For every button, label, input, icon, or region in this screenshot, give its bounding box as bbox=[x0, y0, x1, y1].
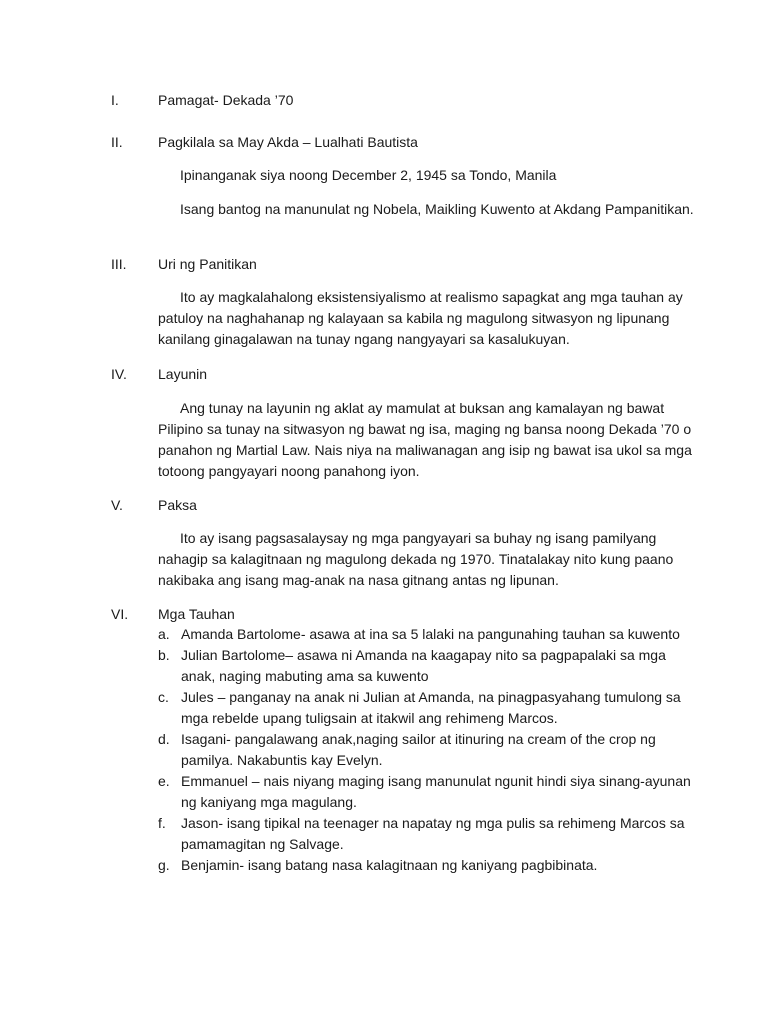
section-heading-genre: Uri ng Panitikan bbox=[158, 256, 257, 272]
list-letter: g. bbox=[158, 857, 170, 873]
list-letter: b. bbox=[158, 647, 170, 663]
section-numeral: I. bbox=[111, 92, 119, 108]
paragraph-topic: Ito ay isang pagsasalaysay ng mga pangyayari sa buhay ng isang pamilyang nahagip sa kalagitnaan ng magulong dekada ng 1970. Tinatalakay nito kung paano nakibaka ang isang mag-anak na nasa gitnang antas ng lipunan. bbox=[158, 530, 674, 588]
list-text: Jason- isang tipikal na teenager na napatay ng mga pulis sa rehimeng Marcos sa pamamagitan ng Salvage. bbox=[181, 815, 685, 852]
list-item bbox=[158, 645, 698, 687]
list-letter: d. bbox=[158, 731, 170, 747]
list-letter: f. bbox=[158, 815, 166, 831]
character-list bbox=[158, 624, 698, 876]
paragraph-genre: Ito ay magkalahalong eksistensiyalismo at realismo sapagkat ang mga tauhan ay patuloy na naghahanap ng kalayaan sa kabila ng magulong sitwasyon ng lipunang kanilang ginagalawan na tunay ngang nangyayari sa kasalukuyan. bbox=[158, 289, 683, 347]
list-item bbox=[158, 855, 698, 876]
list-item bbox=[158, 729, 698, 771]
section-numeral: V. bbox=[111, 497, 123, 513]
list-letter: e. bbox=[158, 773, 170, 789]
list-item bbox=[158, 687, 698, 729]
list-letter: c. bbox=[158, 689, 169, 705]
paragraph-author-birth: Ipinanganak siya noong December 2, 1945 sa Tondo, Manila bbox=[180, 167, 557, 183]
section-heading-purpose: Layunin bbox=[158, 366, 208, 382]
list-text: Jules – panganay na anak ni Julian at Amanda, na pinagpasyahang tumulong sa mga rebelde upang tuligsain at itakwil ang rehimeng Marcos. bbox=[181, 689, 681, 726]
list-text: Amanda Bartolome- asawa at ina sa 5 lalaki na pangunahing tauhan sa kuwento bbox=[181, 626, 680, 642]
list-text: Benjamin- isang batang nasa kalagitnaan ng kaniyang pagbibinata. bbox=[181, 857, 598, 873]
list-text: Isagani- pangalawang anak,naging sailor at itinuring na cream of the crop ng pamilya. Nakabuntis kay Evelyn. bbox=[181, 731, 656, 768]
list-letter: a. bbox=[158, 626, 170, 642]
section-numeral: VI. bbox=[111, 606, 129, 622]
list-item bbox=[158, 813, 698, 855]
paragraph-author-fame: Isang bantog na manunulat ng Nobela, Maikling Kuwento at Akdang Pampanitikan. bbox=[180, 201, 694, 217]
list-item bbox=[158, 624, 698, 645]
section-heading-title: Pamagat- Dekada ’70 bbox=[158, 92, 294, 108]
list-item bbox=[158, 771, 698, 813]
section-numeral: III. bbox=[111, 256, 127, 272]
list-text: Emmanuel – nais niyang maging isang manunulat ngunit hindi siya sinang-ayunan ng kaniyang mga magulang. bbox=[181, 773, 691, 810]
section-heading-author: Pagkilala sa May Akda – Lualhati Bautista bbox=[158, 134, 418, 150]
section-numeral: IV. bbox=[111, 366, 127, 382]
section-heading-topic: Paksa bbox=[158, 497, 197, 513]
section-heading-characters: Mga Tauhan bbox=[158, 606, 235, 622]
list-text: Julian Bartolome– asawa ni Amanda na kaagapay nito sa pagpapalaki sa mga anak, naging mabuting ama sa kuwento bbox=[181, 647, 666, 684]
paragraph-purpose: Ang tunay na layunin ng aklat ay mamulat at buksan ang kamalayan ng bawat Pilipino sa tunay na sitwasyon ng bawat ng isa, maging ng bansa noong Dekada ’70 o panahon ng Martial Law. Nais niya na maliwanagan ang isip ng bawat isa ukol sa mga totoong pangyayari noong panahong iyon. bbox=[158, 400, 692, 479]
section-numeral: II. bbox=[111, 134, 123, 150]
